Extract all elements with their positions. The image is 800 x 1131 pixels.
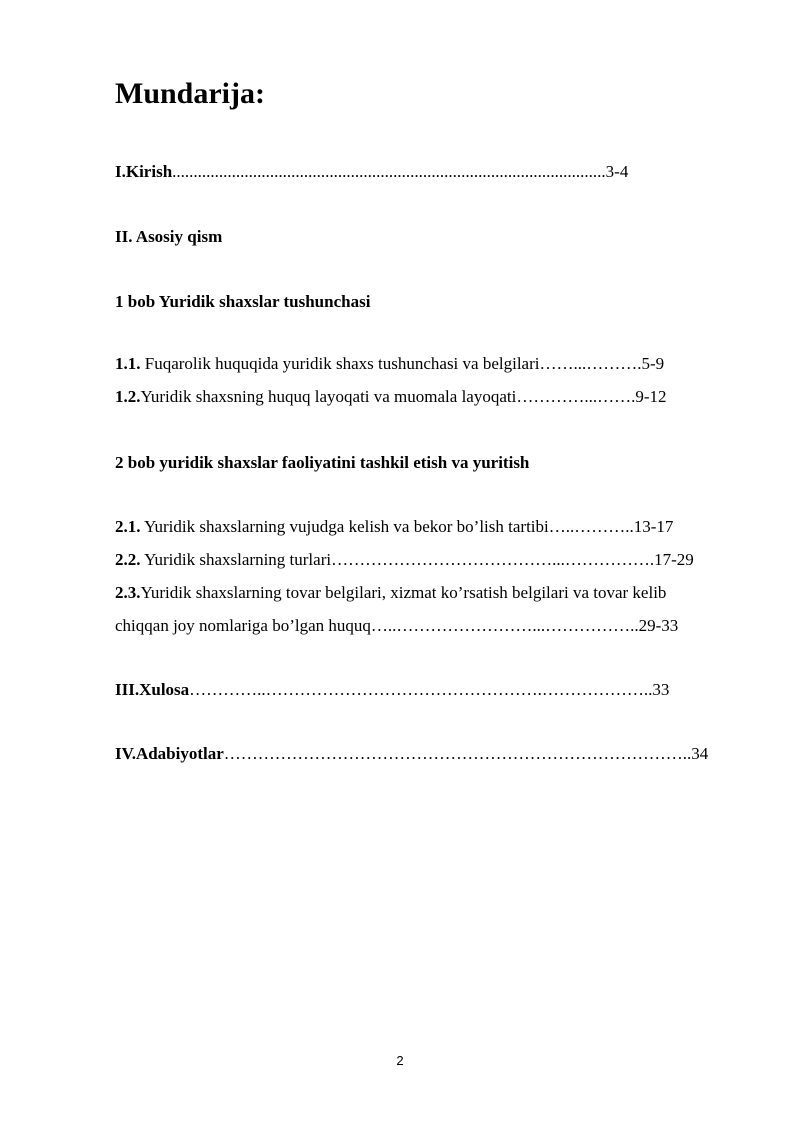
toc-page-range: 9-12 — [635, 387, 667, 406]
toc-section-title: chiqqan joy nomlariga bo’lgan huquq — [115, 616, 371, 635]
toc-section-title: Yuridik shaxsning huquq layoqati va muomala layoqati — [140, 387, 517, 406]
toc-entry-xulosa — [115, 679, 669, 701]
toc-entry-kirish — [115, 161, 628, 183]
toc-section-title: Yuridik shaxslarning turlari — [140, 550, 332, 569]
toc-entry-2-3 — [115, 582, 666, 604]
toc-section-title: Yuridik shaxslarning vujudga kelish va bekor bo’lish tartibi — [140, 517, 549, 536]
toc-leader: …………………………………...……………. — [331, 550, 655, 569]
toc-entry-label: III.Xulosa — [115, 680, 190, 699]
toc-entry-1-1 — [115, 353, 664, 375]
toc-leader: …..……………………...…………….. — [370, 616, 639, 635]
toc-heading-asosiy-qism: II. Asosiy qism — [115, 227, 223, 246]
toc-page-range: 3-4 — [605, 162, 629, 181]
toc-heading-bob-2: 2 bob yuridik shaxslar faoliyatini tashkil etish va yuritish — [115, 453, 530, 472]
toc-leader: …………..………………………………………….……………….. — [189, 680, 653, 699]
toc-page-range: 5-9 — [641, 354, 665, 373]
toc-leader: …..……….. — [548, 517, 634, 536]
toc-entry-2-3-continued — [115, 615, 678, 637]
page-title: Mundarija: — [115, 77, 265, 110]
toc-heading-bob-1: 1 bob Yuridik shaxslar tushunchasi — [115, 292, 371, 311]
toc-page-range: 29-33 — [638, 616, 679, 635]
toc-section-number: 2.3. — [115, 583, 141, 602]
toc-entry-adabiyotlar — [115, 743, 708, 765]
toc-entry-2-1 — [115, 516, 673, 538]
toc-entry-label: IV.Adabiyotlar — [115, 744, 224, 763]
toc-leader: ……...………. — [539, 354, 642, 373]
page-number: 2 — [396, 1053, 404, 1068]
toc-section-number: 1.1. — [115, 354, 141, 373]
toc-section-number: 1.2. — [115, 387, 141, 406]
toc-entry-1-2 — [115, 386, 667, 408]
toc-section-number: 2.1. — [115, 517, 141, 536]
toc-entry-label: I.Kirish — [115, 162, 173, 181]
toc-page-range: 33 — [652, 680, 670, 699]
toc-section-title: Yuridik shaxslarning tovar belgilari, xizmat ko’rsatish belgilari va tovar kelib — [140, 583, 667, 602]
toc-entry-2-2 — [115, 549, 694, 571]
toc-page-range: 13-17 — [633, 517, 674, 536]
toc-section-title: Fuqarolik huquqida yuridik shaxs tushunchasi va belgilari — [140, 354, 540, 373]
toc-page-range: 34 — [691, 744, 709, 763]
toc-leader: ...................................................................................................... — [172, 162, 606, 181]
toc-leader: ……………………………………………………………………….. — [223, 744, 692, 763]
toc-page-range: 17-29 — [654, 550, 694, 569]
toc-leader: …………...……. — [516, 387, 636, 406]
toc-section-number: 2.2. — [115, 550, 141, 569]
